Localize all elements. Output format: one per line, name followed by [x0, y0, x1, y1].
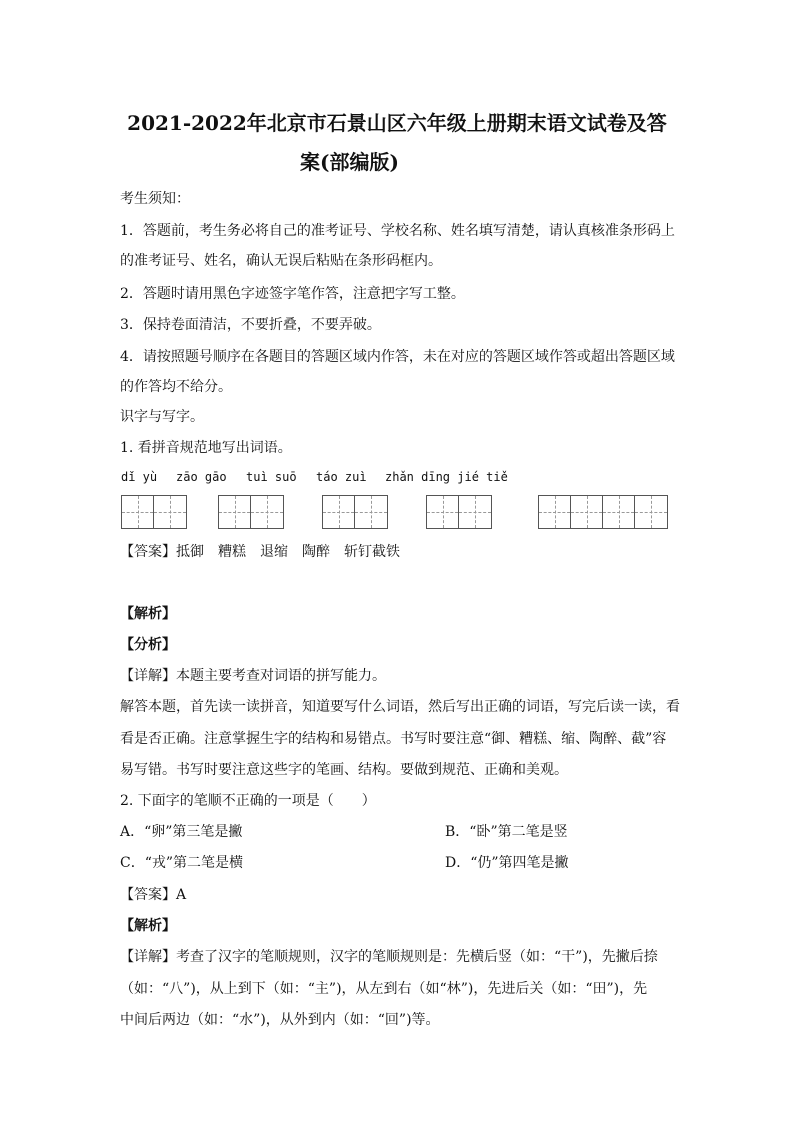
grid-cell[interactable] [355, 496, 387, 528]
page-title-line1: 2021-2022年北京市石景山区六年级上册期末语文试卷及答 [127, 111, 667, 135]
grid-cell[interactable] [539, 496, 571, 528]
pinyin-label: táo zuì [316, 470, 367, 484]
page-title-line2: 案(部编版) [300, 150, 399, 174]
q2-detail: （如：“八”)，从上到下（如：“主”)，从左到右（如“林”)，先进后关（如：“田”)，先 [120, 981, 648, 997]
grid-cell[interactable] [122, 496, 154, 528]
section-heading: 识字与写字。 [120, 409, 204, 425]
q1-fenxi-label: 【分析】 [120, 637, 176, 653]
writing-grid[interactable] [426, 495, 492, 529]
q2-option-d: D．“仍”第四笔是撇 [445, 855, 569, 871]
q2-option-b: B．“卧”第二笔是竖 [445, 824, 568, 840]
grid-cell[interactable] [603, 496, 635, 528]
grid-cell[interactable] [635, 496, 667, 528]
q2-answer: 【答案】A [120, 887, 187, 903]
writing-grid[interactable] [121, 495, 187, 529]
grid-cell[interactable] [154, 496, 186, 528]
grid-cell[interactable] [323, 496, 355, 528]
grid-cell[interactable] [219, 496, 251, 528]
q2-option-c: C．“戎”第二笔是横 [120, 855, 244, 871]
q1-analysis-label: 【解析】 [120, 606, 176, 622]
grid-cell[interactable] [571, 496, 603, 528]
q2-analysis-label: 【解析】 [120, 918, 176, 934]
q1-detail: 【详解】本题主要考查对词语的拼写能力。 [120, 668, 386, 684]
grid-cell[interactable] [251, 496, 283, 528]
notice-item: 2．答题时请用黑色字迹签字笔作答，注意把字写工整。 [120, 286, 465, 302]
writing-grid[interactable] [322, 495, 388, 529]
q1-detail-text: 看是否正确。注意掌握生字的结构和易错点。书写时要注意“御、糟糕、缩、陶醉、截”容 [120, 731, 667, 747]
q2-stem: 2. 下面字的笔顺不正确的一项是（ ） [120, 793, 376, 809]
pinyin-label: dǐ yù [121, 470, 158, 484]
q1-detail-text: 解答本题，首先读一读拼音，知道要写什么词语，然后写出正确的词语，写完后读一读，看 [120, 699, 680, 715]
pinyin-label: zhǎn dīng jié tiě [385, 470, 508, 484]
grid-cell[interactable] [427, 496, 459, 528]
q1-answer: 【答案】抵御 糟糕 退缩 陶醉 斩钉截铁 [120, 544, 400, 560]
pinyin-label: tuì suō [246, 470, 297, 484]
q2-option-a: A．“卵”第三笔是撇 [120, 824, 243, 840]
notice-item: 的准考证号、姓名，确认无误后粘贴在条形码框内。 [120, 253, 442, 269]
notice-heading: 考生须知： [120, 191, 190, 207]
q1-stem: 1. 看拼音规范地写出词语。 [120, 440, 292, 456]
writing-grid[interactable] [218, 495, 284, 529]
grid-cell[interactable] [459, 496, 491, 528]
notice-item: 1．答题前，考生务必将自己的准考证号、学校名称、姓名填写清楚，请认真核准条形码上 [120, 223, 675, 239]
notice-item: 4．请按照题号顺序在各题目的答题区域内作答，未在对应的答题区域作答或超出答题区域 [120, 349, 675, 365]
pinyin-label: zāo gāo [176, 470, 227, 484]
q2-detail: 中间后两边（如：“水”)，从外到内（如：“回”)等。 [120, 1012, 440, 1028]
writing-grid[interactable] [538, 495, 668, 529]
q2-detail: 【详解】考查了汉字的笔顺规则，汉字的笔顺规则是：先横后竖（如：“干”)，先撇后捺 [120, 949, 658, 965]
notice-item: 的作答均不给分。 [120, 379, 232, 395]
q1-detail-text: 易写错。书写时要注意这些字的笔画、结构。要做到规范、正确和美观。 [120, 762, 568, 778]
notice-item: 3．保持卷面清洁，不要折叠，不要弄破。 [120, 317, 381, 333]
